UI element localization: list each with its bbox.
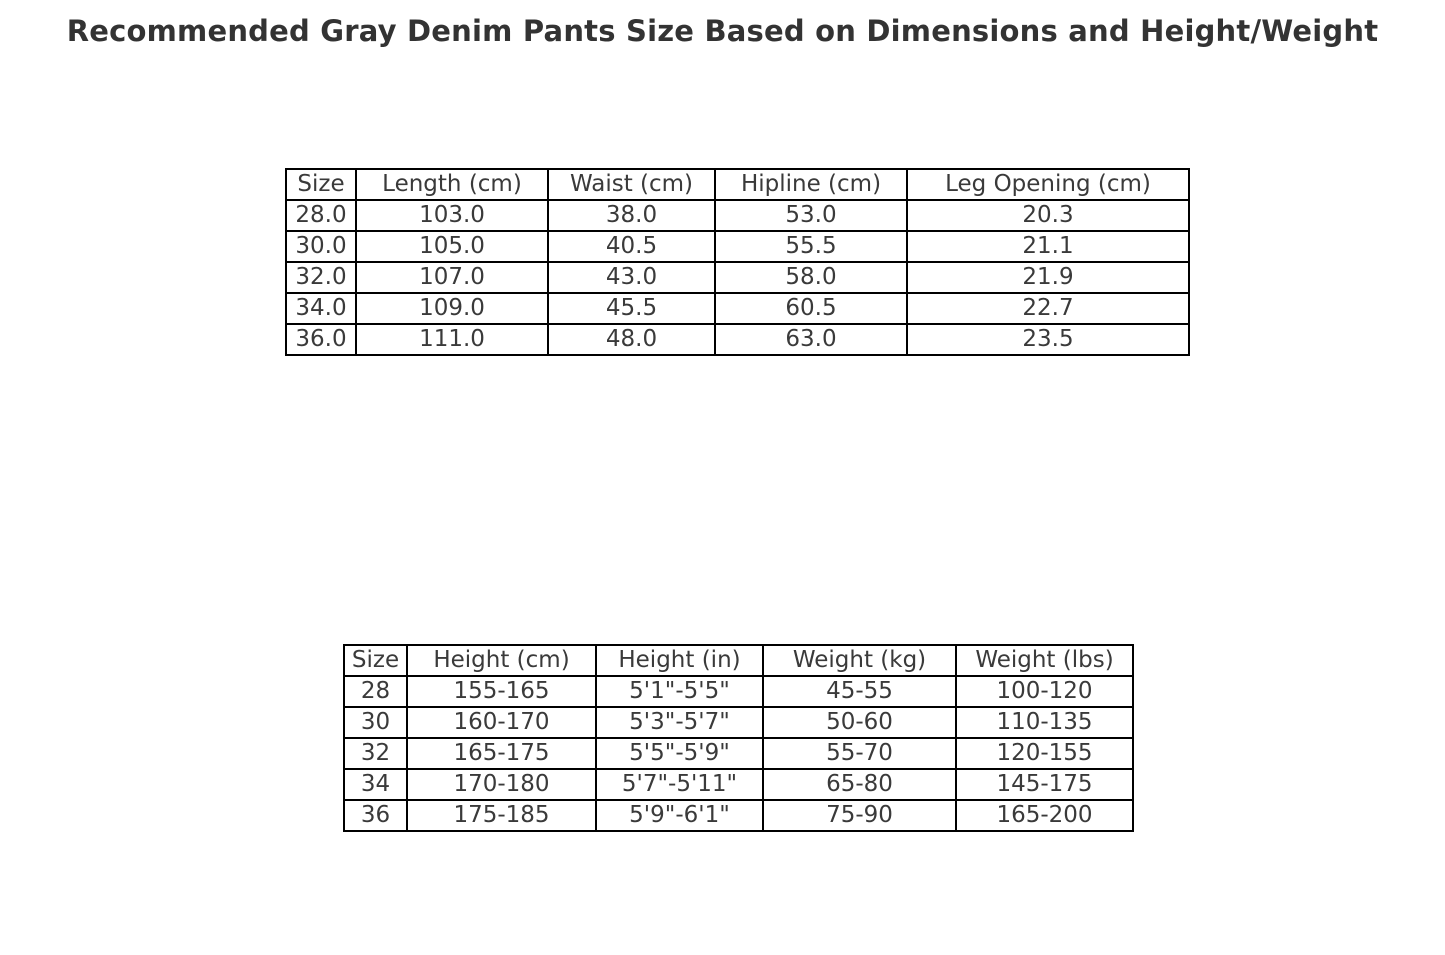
table-cell: 155-165 [407, 676, 596, 707]
table-cell: 45.5 [548, 293, 715, 324]
table-cell: 5'7"-5'11" [596, 769, 763, 800]
table-cell: 111.0 [356, 324, 548, 355]
height-weight-table-body [344, 676, 1133, 831]
table-cell: 120-155 [956, 738, 1133, 769]
table-cell: 75-90 [763, 800, 956, 831]
height-weight-table [343, 644, 1134, 832]
table-cell: 32 [344, 738, 407, 769]
table-cell: 65-80 [763, 769, 956, 800]
table-row [286, 262, 1189, 293]
table-cell: 60.5 [715, 293, 907, 324]
table-cell: 20.3 [907, 200, 1189, 231]
table-cell: 21.9 [907, 262, 1189, 293]
table-row [344, 707, 1133, 738]
table-cell: 55.5 [715, 231, 907, 262]
table-cell: 34 [344, 769, 407, 800]
table-cell: 32.0 [286, 262, 356, 293]
table-row [344, 769, 1133, 800]
table-cell: 5'9"-6'1" [596, 800, 763, 831]
table-cell: 48.0 [548, 324, 715, 355]
table-cell: 160-170 [407, 707, 596, 738]
pants-dimensions-table-header [286, 169, 1189, 200]
table-cell: 105.0 [356, 231, 548, 262]
table-cell: 22.7 [907, 293, 1189, 324]
table-cell: 50-60 [763, 707, 956, 738]
column-header: Waist (cm) [548, 169, 715, 200]
table-cell: 170-180 [407, 769, 596, 800]
table-row [344, 676, 1133, 707]
table-cell: 30 [344, 707, 407, 738]
table-cell: 36 [344, 800, 407, 831]
table-row [286, 231, 1189, 262]
table-cell: 63.0 [715, 324, 907, 355]
table-cell: 107.0 [356, 262, 548, 293]
table-cell: 5'5"-5'9" [596, 738, 763, 769]
column-header: Leg Opening (cm) [907, 169, 1189, 200]
column-header: Length (cm) [356, 169, 548, 200]
table-row [286, 324, 1189, 355]
table-cell: 53.0 [715, 200, 907, 231]
table-cell: 34.0 [286, 293, 356, 324]
table-row [286, 293, 1189, 324]
height-weight-table-header [344, 645, 1133, 676]
pants-dimensions-table-body [286, 200, 1189, 355]
column-header: Weight (lbs) [956, 645, 1133, 676]
table-cell: 36.0 [286, 324, 356, 355]
table-cell: 23.5 [907, 324, 1189, 355]
column-header: Height (cm) [407, 645, 596, 676]
column-header: Hipline (cm) [715, 169, 907, 200]
table-cell: 28 [344, 676, 407, 707]
column-header: Weight (kg) [763, 645, 956, 676]
table-cell: 38.0 [548, 200, 715, 231]
table-cell: 165-200 [956, 800, 1133, 831]
table-cell: 109.0 [356, 293, 548, 324]
column-header: Size [286, 169, 356, 200]
table-row [344, 800, 1133, 831]
column-header: Height (in) [596, 645, 763, 676]
table-cell: 43.0 [548, 262, 715, 293]
pants-dimensions-table [285, 168, 1190, 356]
header-row [286, 169, 1189, 200]
table-cell: 40.5 [548, 231, 715, 262]
header-row [344, 645, 1133, 676]
table-cell: 28.0 [286, 200, 356, 231]
table-row [286, 200, 1189, 231]
table-cell: 5'3"-5'7" [596, 707, 763, 738]
table-cell: 110-135 [956, 707, 1133, 738]
table-cell: 55-70 [763, 738, 956, 769]
table-cell: 175-185 [407, 800, 596, 831]
figure-title: Recommended Gray Denim Pants Size Based on Dimensions and Height/Weight [66, 14, 1379, 48]
table-cell: 103.0 [356, 200, 548, 231]
column-header: Size [344, 645, 407, 676]
table-row [344, 738, 1133, 769]
table-cell: 21.1 [907, 231, 1189, 262]
table-cell: 145-175 [956, 769, 1133, 800]
table-cell: 165-175 [407, 738, 596, 769]
table-cell: 58.0 [715, 262, 907, 293]
table-cell: 100-120 [956, 676, 1133, 707]
table-cell: 45-55 [763, 676, 956, 707]
table-cell: 30.0 [286, 231, 356, 262]
table-cell: 5'1"-5'5" [596, 676, 763, 707]
